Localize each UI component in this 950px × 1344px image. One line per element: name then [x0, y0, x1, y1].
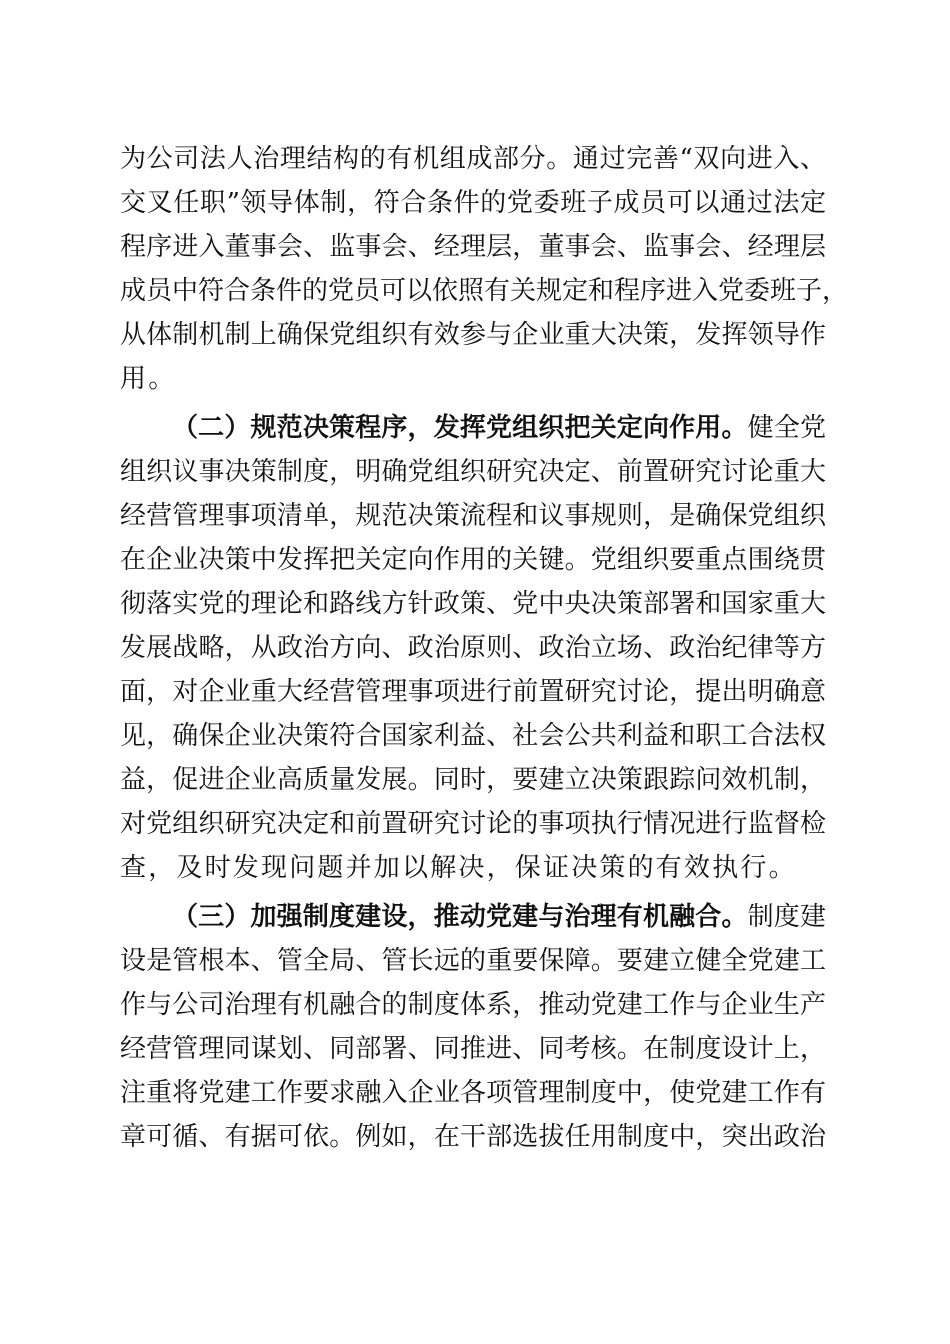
section-heading-2: （二）规范决策程序，发挥党组织把关定向作用。: [172, 413, 748, 443]
paragraph-line: 交叉任职”领导体制，符合条件的党委班子成员可以通过法定: [120, 188, 826, 218]
paragraph-line: 作与公司治理有机融合的制度体系，推动党建工作与企业生产: [120, 990, 826, 1020]
paragraph-line: 经营管理同谋划、同部署、同推进、同考核。在制度设计上，: [120, 1034, 826, 1064]
paragraph-line: 章可循、有据可依。例如，在干部选拔任用制度中，突出政治: [120, 1122, 826, 1152]
paragraph-line: 从体制机制上确保党组织有效参与企业重大决策，发挥领导作: [120, 320, 826, 350]
paragraph-line: 程序进入董事会、监事会、经理层，董事会、监事会、经理层: [120, 232, 826, 262]
paragraph-line: 发展战略，从政治方向、政治原则、政治立场、政治纪律等方: [120, 633, 826, 663]
paragraph-line: 为公司法人治理结构的有机组成部分。通过完善“双向进入、: [120, 144, 826, 174]
paragraph-line: 面，对企业重大经营管理事项进行前置研究讨论，提出明确意: [120, 677, 826, 707]
paragraph-line: 成员中符合条件的党员可以依照有关规定和程序进入党委班子，: [120, 276, 849, 306]
section-heading-3: （三）加强制度建设，推动党建与治理有机融合。: [172, 902, 748, 932]
paragraph-text: 制度建: [747, 902, 826, 932]
paragraph-first-line: [172, 408, 826, 448]
paragraph-line: 经营管理事项清单，规范决策流程和议事规则，是确保党组织: [120, 501, 826, 531]
paragraph-line: 查，及时发现问题并加以解决，保证决策的有效执行。: [120, 853, 797, 883]
paragraph-text: 健全党: [747, 413, 826, 443]
paragraph-line: 用。: [120, 364, 177, 394]
paragraph-first-line: [172, 897, 826, 937]
paragraph-line: 设是管根本、管全局、管长远的重要保障。要建立健全党建工: [120, 946, 826, 976]
paragraph-line: 在企业决策中发挥把关定向作用的关键。党组织要重点围绕贯: [120, 545, 826, 575]
paragraph-line: 注重将党建工作要求融入企业各项管理制度中，使党建工作有: [120, 1078, 826, 1108]
paragraph-line: 见，确保企业决策符合国家利益、社会公共利益和职工合法权: [120, 721, 826, 751]
paragraph-line: 组织议事决策制度，明确党组织研究决定、前置研究讨论重大: [120, 457, 826, 487]
paragraph-line: 彻落实党的理论和路线方针政策、党中央决策部署和国家重大: [120, 589, 826, 619]
paragraph-line: 对党组织研究决定和前置研究讨论的事项执行情况进行监督检: [120, 809, 826, 839]
paragraph-line: 益，促进企业高质量发展。同时，要建立决策跟踪问效机制，: [120, 765, 826, 795]
